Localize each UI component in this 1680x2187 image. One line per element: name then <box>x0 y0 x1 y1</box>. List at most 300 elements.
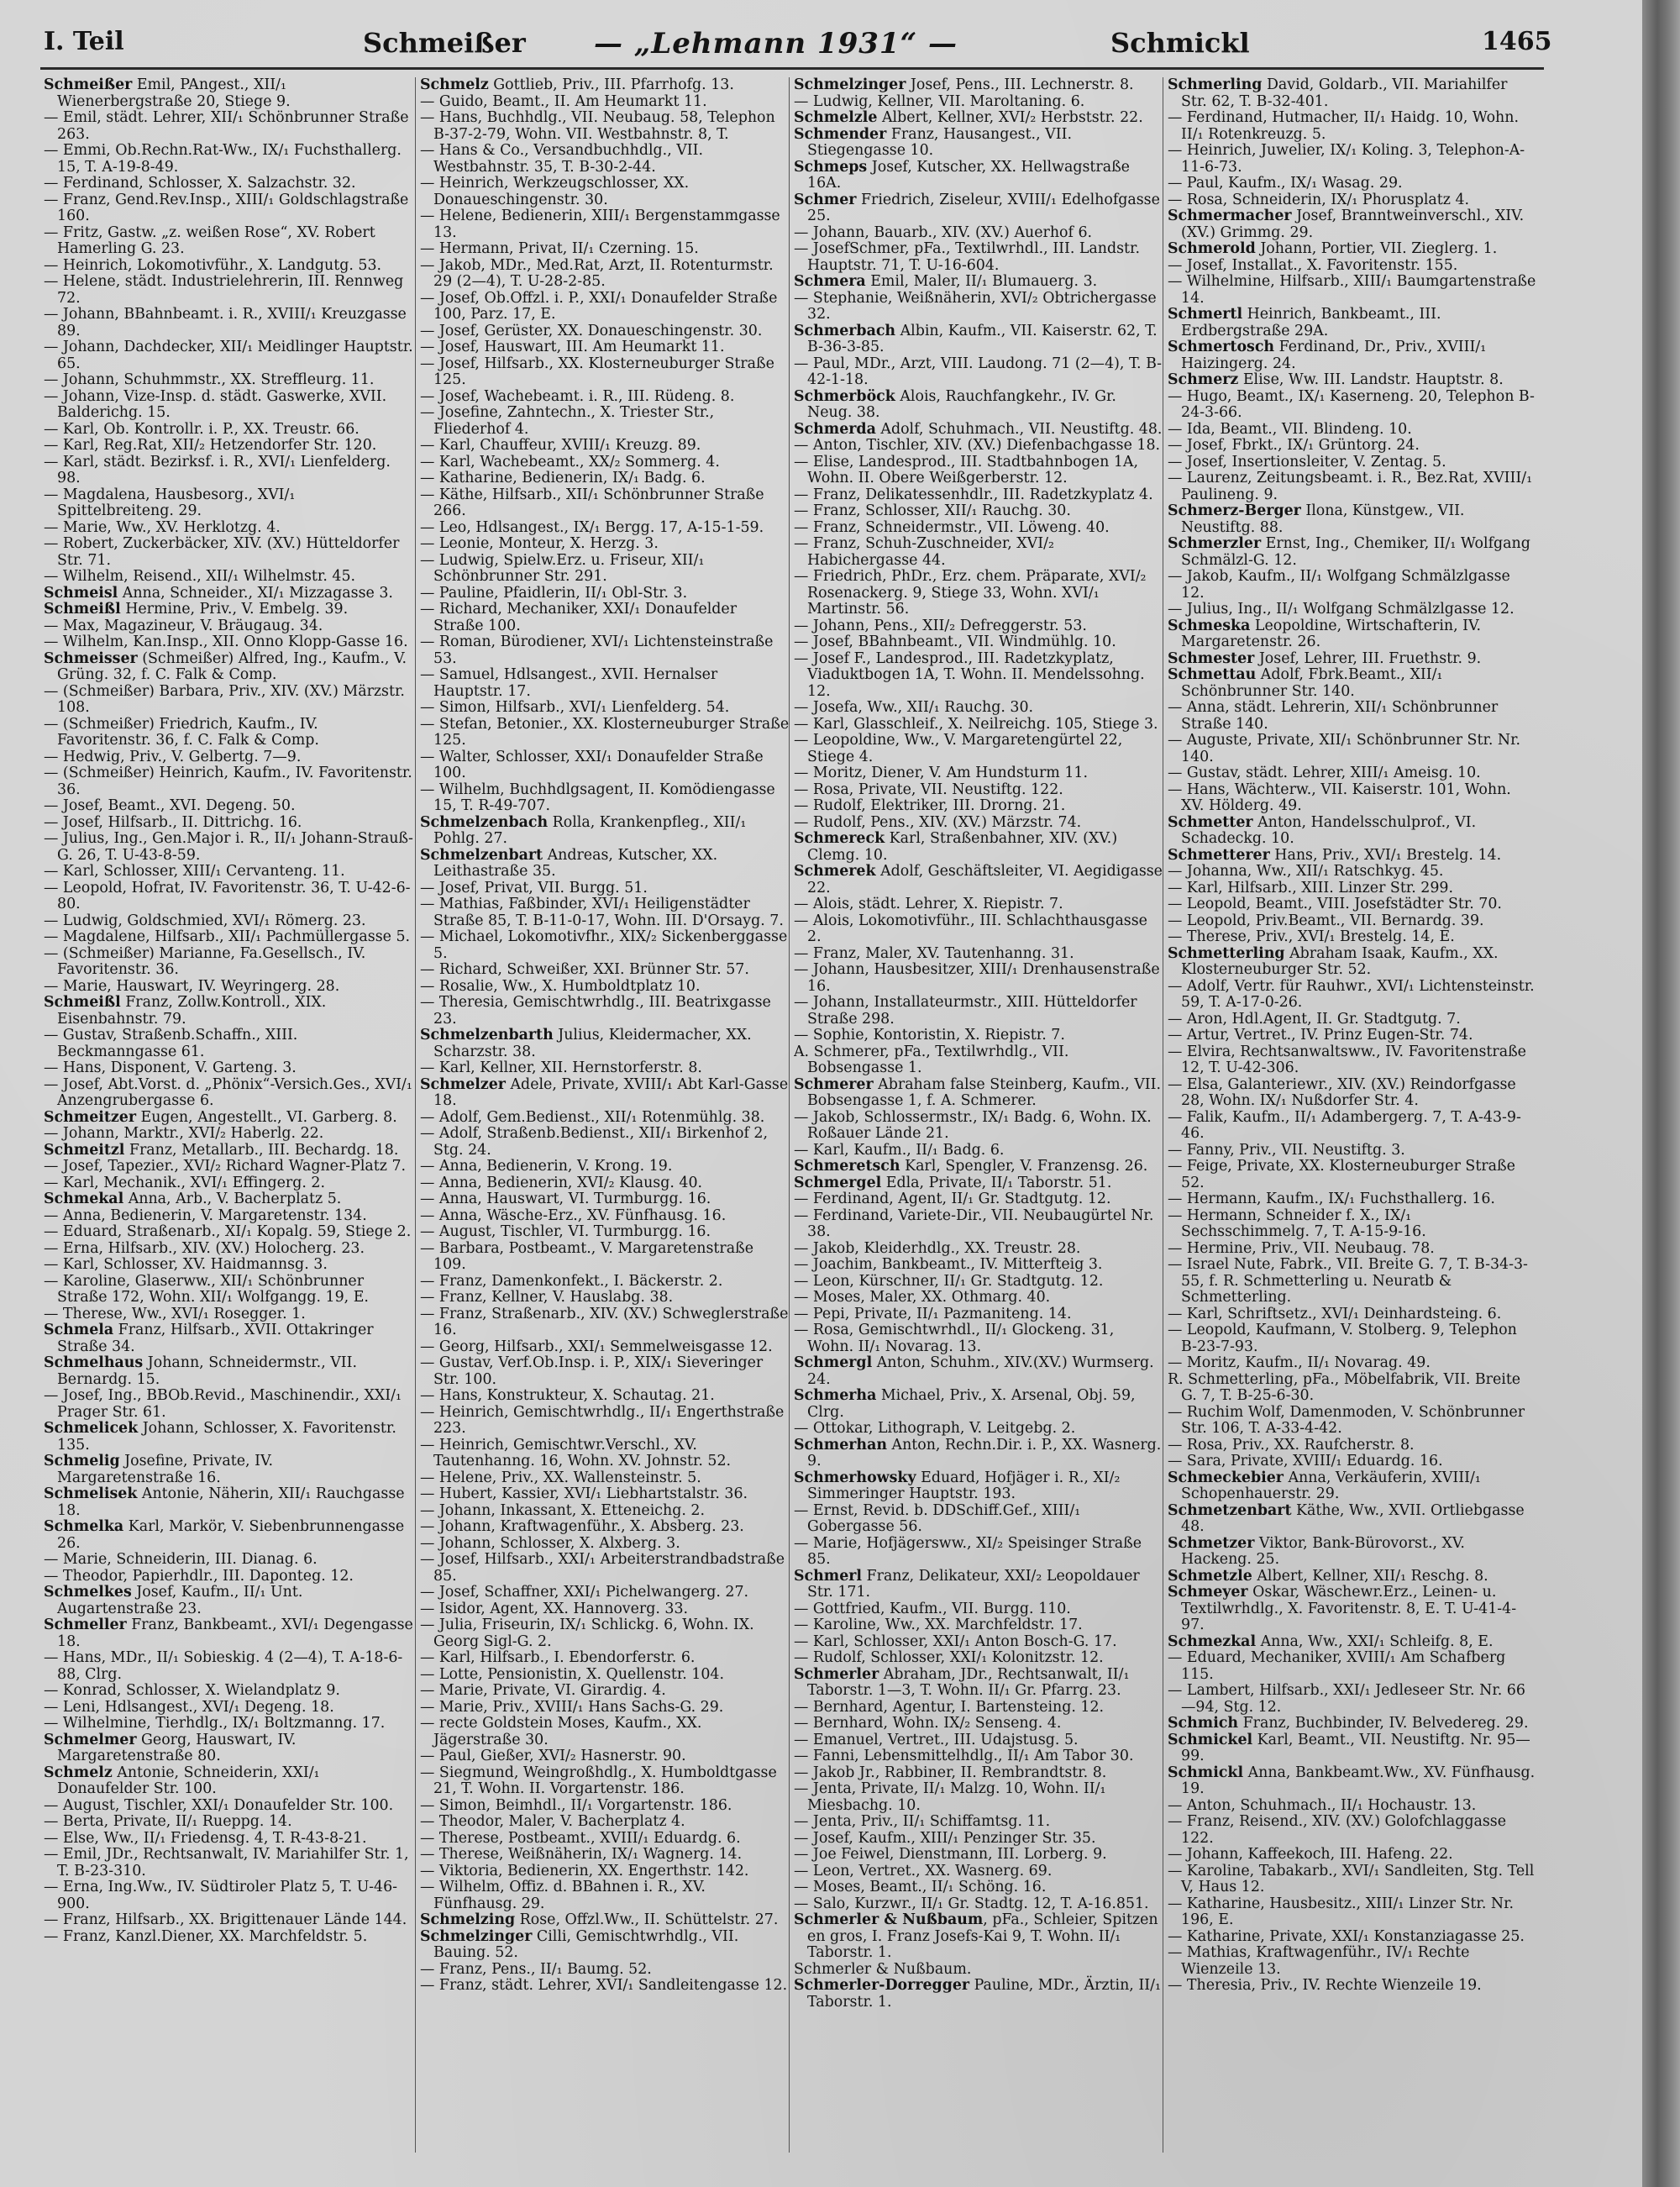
entry-details: Pauline, MDr., Ärztin, II/₁ Taborstr. 1. <box>807 1977 1161 2011</box>
directory-entry <box>420 1700 790 1716</box>
entry-details: — Paul, Kaufm., IX/₁ Wasag. 29. <box>1168 175 1403 192</box>
entry-details: — Karoline, Glaserww., XII/₁ Schönbrunner Straße 172, Wohn. XII/₁ Wolfgangg. 19, E. <box>44 1272 369 1306</box>
directory-entry <box>420 1060 790 1077</box>
directory-entry <box>420 1716 790 1748</box>
entry-surname: Schmelkes <box>44 1584 132 1601</box>
directory-entry <box>794 1601 1163 1618</box>
entry-details: Franz, Bankbeamt., XVI/₁ Degengasse 18. <box>57 1617 413 1650</box>
directory-entry <box>1168 881 1537 897</box>
entry-details: — Hermann, Schneider f. X., IX/₁ Sechsschimmelg. 7, T. A-15-9-16. <box>1168 1207 1426 1240</box>
entry-details: Anton, Handelsschulprof., VI. Schadeckg. 10. <box>1181 813 1477 847</box>
entry-details: — Franz, Damenkonfekt., I. Bäckerstr. 2. <box>420 1272 723 1290</box>
directory-entry <box>44 1912 413 1929</box>
directory-entry <box>794 1781 1163 1814</box>
directory-entry <box>420 1241 790 1274</box>
entry-surname: Schmeska <box>1168 617 1251 634</box>
directory-entry <box>794 77 1163 94</box>
directory-entry <box>1168 1847 1537 1864</box>
entry-details: — Elise, Landesprod., III. Stadtbahnbogen 1A, Wohn. II. Obere Weißgerberstr. 12. <box>794 453 1138 486</box>
entry-surname: Schmeretsch <box>794 1158 900 1175</box>
directory-entry <box>1168 1896 1537 1929</box>
directory-entry <box>44 684 413 717</box>
directory-entry <box>794 1274 1163 1291</box>
entry-details: — Johann, Pens., XII/₂ Defreggerstr. 53. <box>794 617 1087 634</box>
entry-details: Josef, Kutscher, XX. Hellwagstraße 16A. <box>807 158 1130 192</box>
directory-entry <box>1168 208 1537 241</box>
entry-details: Franz, Metallarb., III. Bechardg. 18. <box>124 1141 399 1159</box>
entry-surname: Schmeller <box>44 1617 127 1633</box>
directory-entry <box>794 717 1163 733</box>
directory-entry <box>420 1405 790 1438</box>
directory-entry <box>794 1355 1163 1388</box>
entry-details: — (Schmeißer) Friedrich, Kaufm., IV. Favoritenstr. 36, f. C. Falk & Comp. <box>44 715 319 749</box>
entry-details: Julius, Kleidermacher, XX. Scharzstr. 38. <box>433 1027 752 1060</box>
entry-details: — Erna, Hilfsarb., XIV. (XV.) Holocherg. 23. <box>44 1239 365 1257</box>
entry-details: Heinrich, Bankbeamt., III. Erdbergstraße 29A. <box>1181 306 1441 339</box>
directory-entry <box>1168 1585 1537 1634</box>
directory-entry <box>1168 1470 1537 1503</box>
directory-entry <box>794 733 1163 765</box>
directory-entry <box>1168 1650 1537 1683</box>
directory-entry <box>794 1716 1163 1732</box>
entry-details: — Moses, Beamt., II/₁ Schöng. 16. <box>794 1879 1047 1895</box>
directory-entry <box>420 110 790 143</box>
directory-entry <box>794 291 1163 323</box>
directory-entry <box>420 1765 790 1798</box>
entry-details: — Franz, Gend.Rev.Insp., XIII/₁ Goldschlagstraße 160. <box>44 191 409 224</box>
entry-details: — Hans, MDr., II/₁ Sobieskig. 4 (2—4), T. A-18-6-88, Clrg. <box>44 1649 403 1683</box>
entry-details: — Max, Magazineur, V. Bräugaug. 34. <box>44 617 323 634</box>
entry-surname: Schmelzing <box>420 1911 516 1928</box>
directory-entry <box>1168 1159 1537 1191</box>
entry-details: Leopoldine, Wirtschafterin, IV. Margaretenstr. 26. <box>1181 617 1482 650</box>
entry-details: — Heinrich, Werkzeugschlosser, XX. Donaueschingenstr. 30. <box>420 175 690 208</box>
entry-surname: Schmerz-Berger <box>1168 502 1301 519</box>
entry-details: — Josef, Fbrkt., IX/₁ Grüntorg. 24. <box>1168 437 1420 454</box>
directory-entry <box>794 192 1163 225</box>
entry-details: , pFa., Schleier, Spitzen en gros, I. Franz Josefs-Kai 9, T. Wohn. II/₁ Taborstr. 1. <box>807 1911 1158 1961</box>
entry-details: — Jakob Jr., Rabbiner, II. Rembrandtstr. 8. <box>794 1764 1107 1781</box>
directory-entry <box>420 1077 790 1110</box>
directory-entry <box>794 274 1163 291</box>
directory-entry <box>1168 782 1537 815</box>
entry-details: — Israel Nute, Fabrk., VII. Breite G. 7, T. B-34-3-55, f. R. Schmetterling u. Neuratb & Schmetterling. <box>1168 1256 1528 1306</box>
directory-entry <box>794 536 1163 569</box>
entry-details: — Hans, Buchhdlg., VII. Neubaug. 58, Telephon B-37-2-79, Wohn. VII. Westbahnstr. 8, T. <box>420 109 775 143</box>
entry-details: — Theodor, Papierhdlr., III. Daponteg. 12. <box>44 1567 354 1585</box>
directory-entry <box>420 1503 790 1520</box>
entry-details: Adele, Private, XVIII/₁ Abt Karl-Gasse 18. <box>433 1075 789 1109</box>
entry-details: — Therese, Ww., XVI/₁ Rosegger. 1. <box>44 1305 306 1322</box>
directory-entry <box>44 274 413 307</box>
entry-surname: Schmerler & Nußbaum <box>794 1911 984 1928</box>
entry-surname: Schmelzenbach <box>420 813 549 831</box>
directory-entry <box>794 241 1163 274</box>
entry-details: — Leopoldine, Ww., V. Margaretengürtel 22, Stiege 4. <box>794 732 1123 765</box>
entry-surname: Schmester <box>1168 649 1255 667</box>
entry-details: — Karl, Chauffeur, XVIII/₁ Kreuzg. 89. <box>420 437 701 454</box>
entry-details: — Paul, Gießer, XVI/₂ Hasnerstr. 90. <box>420 1748 686 1764</box>
directory-entry <box>420 1748 790 1765</box>
entry-surname: Schmelzer <box>420 1075 506 1093</box>
entry-details: Johann, Schneidermstr., VII. Bernardg. 15. <box>57 1354 358 1388</box>
entry-details: — Ferdinand, Agent, II/₁ Gr. Stadtgutg. 12. <box>794 1191 1111 1207</box>
directory-entry <box>1168 1798 1537 1815</box>
directory-entry <box>420 487 790 520</box>
entry-details: — Feige, Private, XX. Klosterneuburger Straße 52. <box>1168 1158 1515 1191</box>
directory-entry <box>794 1438 1163 1470</box>
entry-surname: Schmezkal <box>1168 1632 1257 1650</box>
entry-details: — Marie, Priv., XVIII/₁ Hans Sachs-G. 29. <box>420 1698 724 1716</box>
directory-entry <box>420 1650 790 1667</box>
entry-surname: Schmereck <box>794 830 885 847</box>
directory-entry <box>44 1388 413 1421</box>
entry-surname: Schmermacher <box>1168 208 1292 224</box>
directory-entry <box>1168 1110 1537 1143</box>
directory-entry <box>794 1175 1163 1192</box>
entry-details: — (Schmeißer) Marianne, Fa.Gesellsch., IV. Favoritenstr. 36. <box>44 944 366 978</box>
entry-details: — Franz, Kellner, V. Hauslabg. 38. <box>420 1289 674 1306</box>
column-1 <box>44 77 413 2153</box>
directory-entry <box>44 1257 413 1274</box>
page-header <box>44 22 1552 62</box>
directory-entry <box>1168 733 1537 765</box>
entry-details: — Samuel, Hdlsangest., XVII. Hernalser Hauptstr. 17. <box>420 666 718 700</box>
entry-details: — Josefa, Ww., XII/₁ Rauchg. 30. <box>794 699 1034 716</box>
publication-title: — „Lehmann 1931“ — <box>594 27 958 60</box>
directory-entry <box>44 618 413 635</box>
directory-entry <box>794 1470 1163 1503</box>
directory-entry <box>794 569 1163 618</box>
directory-entry <box>794 1044 1163 1077</box>
header-rule <box>40 67 1544 70</box>
entry-details: Edla, Private, II/₁ Taborstr. 51. <box>881 1174 1112 1191</box>
entry-details: — Ernst, Revid. b. DDSchiff.Gef., XIII/₁ Gobergasse 56. <box>794 1501 1081 1535</box>
entry-surname: Schmetterer <box>1168 846 1270 864</box>
entry-details: — Josef, Hilfsarb., XXI/₁ Arbeiterstrandbadstraße 85. <box>420 1551 785 1585</box>
entry-details: — Franz, Delikatessenhdlr., III. Radetzkyplatz 4. <box>794 486 1153 503</box>
entry-details: — Josef, Insertionsleiter, V. Zentag. 5. <box>1168 453 1446 471</box>
entry-details: — Josef, Installat., X. Favoritenstr. 155. <box>1168 256 1458 274</box>
directory-entry <box>44 422 413 439</box>
entry-details: — Heinrich, Gemischtwr.Verschl., XV. Tautenhanng. 16, Wohn. XV. Johnstr. 52. <box>420 1436 732 1469</box>
directory-entry <box>420 1126 790 1159</box>
directory-entry <box>420 717 790 749</box>
directory-entry <box>420 1159 790 1175</box>
directory-entry <box>794 1536 1163 1569</box>
entry-details: — Jakob, MDr., Med.Rat, Arzt, II. Rotenturmstr. 29 (2—4), T. U-28-2-85. <box>420 256 774 290</box>
entry-details: — Friedrich, PhDr., Erz. chem. Präparate, XVI/₂ Rosenackerg. 9, Stiege 33, Wohn. XVI/₁ Martinstr. 56. <box>794 568 1147 618</box>
directory-entry <box>44 1159 413 1175</box>
directory-entry <box>794 1077 1163 1110</box>
directory-entry <box>794 94 1163 111</box>
directory-entry <box>1168 1683 1537 1716</box>
entry-details: — Johann, Schuhmmstr., XX. Streffleurg. 11. <box>44 371 375 388</box>
directory-entry <box>1168 422 1537 439</box>
directory-entry <box>1168 1438 1537 1454</box>
directory-entry <box>1168 569 1537 602</box>
entry-surname: Schmickl <box>1168 1764 1244 1781</box>
entry-details: — Ludwig, Goldschmied, XVI/₁ Römerg. 23. <box>44 912 366 929</box>
directory-entry <box>794 1208 1163 1241</box>
directory-entry <box>1168 503 1537 536</box>
directory-entry <box>420 1814 790 1831</box>
directory-entry <box>1168 192 1537 209</box>
entry-details: Adolf, Schuhmach., VII. Neustiftg. 48. <box>875 420 1163 438</box>
directory-entry <box>1168 1077 1537 1110</box>
entry-details: — Wilhelm, Buchhdlgsagent, II. Komödiengasse 15, T. R-49-707. <box>420 781 775 814</box>
directory-entry <box>44 110 413 143</box>
column-divider <box>415 77 416 2153</box>
directory-entry <box>420 1683 790 1700</box>
directory-entry <box>44 1617 413 1650</box>
directory-entry <box>1168 389 1537 422</box>
directory-entry <box>1168 1569 1537 1585</box>
entry-details: — Katharine, Private, XXI/₁ Konstanziagasse 25. <box>1168 1927 1525 1945</box>
directory-entry <box>1168 1028 1537 1044</box>
directory-entry <box>1168 848 1537 865</box>
directory-entry <box>44 815 413 832</box>
entry-details: — Bernhard, Wohn. IX/₂ Senseng. 4. <box>794 1715 1062 1732</box>
entry-details: Karl, Straßenbahner, XIV. (XV.) Clemg. 10. <box>807 830 1118 864</box>
directory-entry <box>1168 896 1537 913</box>
directory-entry <box>420 176 790 208</box>
entry-details: — Josef, Hilfsarb., II. Dittrichg. 16. <box>44 813 302 831</box>
entry-details: — Katharine, Bedienerin, IX/₁ Badg. 6. <box>420 470 706 486</box>
entry-details: — Roman, Bürodiener, XVI/₁ Lichtensteinstraße 53. <box>420 633 774 667</box>
entry-details: — Rosa, Private, VII. Neustiftg. 122. <box>794 781 1063 798</box>
directory-entry <box>794 455 1163 487</box>
entry-details: Antonie, Näherin, XII/₁ Rauchgasse 18. <box>57 1485 405 1519</box>
directory-entry <box>1168 1814 1537 1847</box>
entry-details: (Schmeißer) Alfred, Ing., Kaufm., V. Grüng. 32, f. C. Falk & Comp. <box>57 649 407 683</box>
entry-surname: Schmelka <box>44 1518 124 1535</box>
directory-entry <box>1168 471 1537 503</box>
directory-entry <box>420 94 790 111</box>
directory-entry <box>420 1306 790 1339</box>
entry-details: — Viktoria, Bedienerin, XX. Engerthstr. 142. <box>420 1862 749 1879</box>
entry-details: — Jakob, Kleiderhdlg., XX. Treustr. 28. <box>794 1239 1081 1257</box>
column-3 <box>794 77 1163 2153</box>
entry-details: — Salo, Kurzwr., II/₁ Gr. Stadtg. 12, T. A-16.851. <box>794 1895 1149 1912</box>
entry-surname: Schmelzenbarth <box>420 1027 554 1044</box>
entry-details: — Karl, Wachebeamt., XX/₂ Sommerg. 4. <box>420 453 720 471</box>
directory-entry <box>44 1322 413 1355</box>
directory-entry <box>1168 1143 1537 1159</box>
directory-entry <box>1168 1864 1537 1896</box>
entry-details: — Jenta, Priv., II/₁ Schiffamtsg. 11. <box>794 1813 1051 1830</box>
entry-surname: Schmerhan <box>794 1436 887 1454</box>
entry-details: Franz, Hilfsarb., XVII. Ottakringer Straße 34. <box>57 1322 374 1355</box>
directory-entry <box>1168 241 1537 258</box>
entry-details: — Josef, Wachebeamt. i. R., III. Rüdeng. 8. <box>420 387 735 405</box>
directory-entry <box>420 536 790 553</box>
directory-entry <box>794 520 1163 537</box>
directory-entry <box>794 422 1163 439</box>
page-number: 1465 <box>1482 27 1552 56</box>
entry-details: — Wilhelm, Offiz. d. BBahnen i. R., XV. Fünfhausg. 29. <box>420 1879 706 1912</box>
directory-entry <box>420 749 790 782</box>
entry-surname: Schmelz <box>44 1764 113 1781</box>
entry-details: — Therese, Postbeamt., XVIII/₁ Eduardg. 6. <box>420 1829 741 1847</box>
entry-surname: Schmeitzer <box>44 1108 136 1126</box>
directory-entry <box>420 520 790 537</box>
entry-surname: Schmetzenbart <box>1168 1501 1292 1519</box>
directory-entry <box>44 1700 413 1716</box>
directory-entry <box>44 1814 413 1831</box>
entry-details: — Gustav, Verf.Ob.Insp. i. P., XIX/₁ Sieveringer Str. 100. <box>420 1354 764 1388</box>
entry-details: — Theresia, Gemischtwrhdlg., III. Beatrixgasse 23. <box>420 994 771 1028</box>
directory-entry <box>44 1519 413 1552</box>
directory-entry <box>794 946 1163 963</box>
directory-entry <box>794 1191 1163 1208</box>
entry-details: — Karl, Schriftsetz., XVI/₁ Deinhardsteing. 6. <box>1168 1305 1502 1322</box>
entry-details: — Karl, Kellner, XII. Hernstorferstr. 8. <box>420 1059 702 1076</box>
directory-entry <box>420 143 790 176</box>
directory-entry <box>420 1831 790 1848</box>
directory-entry <box>44 798 413 815</box>
entry-details: — Richard, Schweißer, XXI. Brünner Str. 57. <box>420 961 749 978</box>
entry-details: — Ida, Beamt., VII. Blindeng. 10. <box>1168 420 1412 438</box>
directory-entry <box>794 1748 1163 1765</box>
directory-entry <box>44 1847 413 1879</box>
directory-entry <box>44 1224 413 1241</box>
entry-surname: Schmerer <box>794 1075 874 1093</box>
entry-details: — Julia, Friseurin, IX/₁ Schlickg. 6, Wohn. IX. Georg Sigl-G. 2. <box>420 1617 754 1650</box>
directory-entry <box>420 848 790 881</box>
entry-details: — Walter, Schlosser, XXI/₁ Donaufelder Straße 100. <box>420 748 764 781</box>
directory-entry <box>420 896 790 929</box>
entry-details: — Auguste, Private, XII/₁ Schönbrunner Str. Nr. 140. <box>1168 732 1521 765</box>
directory-entry <box>420 1847 790 1864</box>
entry-details: Albert, Kellner, XII/₁ Reschg. 8. <box>1252 1567 1488 1585</box>
entry-surname: Schmelzle <box>794 109 878 126</box>
entry-details: — Helene, Bedienerin, XIII/₁ Bergenstammgasse 13. <box>420 208 780 241</box>
entry-details: Rose, Offzl.Ww., II. Schüttelstr. 27. <box>515 1911 779 1928</box>
directory-entry <box>1168 372 1537 389</box>
entry-details: Josef, Kaufm., II/₁ Unt. Augartenstraße 23. <box>57 1584 303 1617</box>
directory-entry <box>794 765 1163 782</box>
entry-details: Eugen, Angestellt., VI. Garberg. 8. <box>136 1108 397 1126</box>
entry-surname: Schmera <box>794 273 866 290</box>
entry-details: — Josef, Ing., BBOb.Revid., Maschinendir., XXI/₁ Prager Str. 61. <box>44 1387 402 1421</box>
entry-details: — Anna, Bedienerin, XVI/₂ Klausg. 40. <box>420 1174 703 1191</box>
directory-entry <box>44 1355 413 1388</box>
directory-entry <box>1168 618 1537 651</box>
directory-entry <box>794 1634 1163 1651</box>
part-label: I. Teil <box>44 27 124 56</box>
directory-entry <box>420 995 790 1028</box>
directory-entry <box>794 1650 1163 1667</box>
entry-details: — Johann, Hausbesitzer, XIII/₁ Drenhausenstraße 16. <box>794 961 1160 995</box>
directory-entry <box>794 1241 1163 1258</box>
entry-details: — Erna, Ing.Ww., IV. Südtiroler Platz 5, T. U-46-900. <box>44 1879 398 1912</box>
directory-entry <box>44 192 413 225</box>
entry-surname: Schmertl <box>1168 306 1243 323</box>
directory-entry <box>1168 1306 1537 1323</box>
entry-details: — Leonie, Monteur, X. Herzg. 3. <box>420 535 659 552</box>
entry-details: Abraham, JDr., Rechtsanwalt, II/₁ Taborstr. 1—3, T. Wohn. II/₁ Gr. Pfarrg. 23. <box>807 1665 1130 1699</box>
entry-details: — Anton, Tischler, XIV. (XV.) Diefenbachgasse 18. <box>794 437 1161 454</box>
entry-details: Michael, Priv., X. Arsenal, Obj. 59, Clrg. <box>807 1387 1136 1421</box>
entry-details: — Anna, Bedienerin, V. Krong. 19. <box>420 1158 673 1175</box>
entry-details: — Katharine, Hausbesitz., XIII/₁ Linzer Str. Nr. 196, E. <box>1168 1895 1515 1928</box>
directory-entry <box>1168 1012 1537 1028</box>
directory-entry <box>44 1879 413 1912</box>
entry-details: — Eduard, Straßenarb., XI/₁ Kopalg. 59, Stiege 2. <box>44 1223 412 1240</box>
directory-entry <box>1168 602 1537 618</box>
entry-details: — Moritz, Kaufm., II/₁ Novarag. 49. <box>1168 1354 1431 1371</box>
directory-entry <box>1168 274 1537 307</box>
directory-entry <box>44 569 413 586</box>
entry-details: Josefine, Private, IV. Margaretenstraße 16. <box>57 1453 273 1486</box>
directory-entry <box>794 1617 1163 1634</box>
entry-surname: Schmelzenbart <box>420 846 543 864</box>
entry-details: — Joe Feiwel, Dienstmann, III. Lorberg. 9. <box>794 1846 1107 1863</box>
entry-surname: Schmettau <box>1168 666 1257 683</box>
directory-entry <box>44 1765 413 1798</box>
entry-details: — Karl, Glasschleif., X. Neilreichg. 105, Stiege 3. <box>794 715 1158 733</box>
directory-entry <box>1168 1503 1537 1536</box>
entry-surname: Schmekal <box>44 1191 124 1207</box>
directory-entry <box>44 913 413 930</box>
entry-details: — Johann, Marktr., XVI/₂ Haberlg. 22. <box>44 1125 324 1142</box>
directory-entry <box>794 1421 1163 1438</box>
entry-details: — Karl, Kaufm., II/₁ Badg. 6. <box>794 1141 1005 1159</box>
directory-entry <box>794 323 1163 356</box>
entry-surname: Schmetzer <box>1168 1534 1255 1552</box>
entry-details: — Helene, Priv., XX. Wallensteinstr. 5. <box>420 1469 701 1486</box>
entry-details: — Ludwig, Spielw.Erz. u. Friseur, XII/₁ Schönbrunner Str. 291. <box>420 551 705 585</box>
entry-details: Anna, Arb., V. Bacherplatz 5. <box>123 1191 342 1207</box>
entry-details: — Hans, Konstrukteur, X. Schautag. 21. <box>420 1387 715 1404</box>
directory-entry <box>44 438 413 455</box>
entry-details: — Rudolf, Elektriker, III. Drorng. 21. <box>794 797 1066 814</box>
entry-surname: Schmeisl <box>44 584 118 602</box>
entry-details: — Bernhard, Agentur, I. Bartensteing. 12. <box>794 1698 1105 1716</box>
entry-details: — Johann, Dachdecker, XII/₁ Meidlinger Hauptstr. 65. <box>44 339 413 372</box>
directory-entry <box>794 1322 1163 1355</box>
entry-details: — Richard, Mechaniker, XXI/₁ Donaufelder Straße 100. <box>420 601 738 634</box>
entry-details: Anna, Verkäuferin, XVIII/₁ Schopenhauerstr. 29. <box>1181 1469 1481 1502</box>
entry-details: Friedrich, Ziseleur, XVIII/₁ Edelhofgasse 25. <box>807 191 1160 224</box>
directory-entry <box>1168 1732 1537 1765</box>
entry-surname: Schmelig <box>44 1453 120 1469</box>
directory-entry <box>420 634 790 667</box>
entry-details: — Karl, Ob. Kontrollr. i. P., XX. Treustr. 66. <box>44 420 360 438</box>
entry-details: — Theodor, Maler, V. Bacherplatz 4. <box>420 1813 685 1830</box>
directory-entry <box>44 717 413 749</box>
entry-details: — Elvira, Rechtsanwaltsww., IV. Favoritenstraße 12, T. U-42-306. <box>1168 1043 1526 1076</box>
entry-details: — Josef, Hilfsarb., XX. Klosterneuburger Straße 125. <box>420 355 774 388</box>
entry-details: — Franz, Kanzl.Diener, XX. Marchfeldstr. 5. <box>44 1927 368 1945</box>
directory-entry <box>794 1879 1163 1896</box>
entry-details: — Gustav, städt. Lehrer, XIII/₁ Ameisg. 10. <box>1168 765 1481 781</box>
entry-surname: Schmer <box>794 191 857 208</box>
entry-details: — Adolf, Gem.Bedienst., XII/₁ Rotenmühlg. 38. <box>420 1108 765 1126</box>
entry-details: — Rudolf, Pens., XIV. (XV.) Märzstr. 74. <box>794 813 1082 831</box>
entry-surname: Schmertosch <box>1168 339 1275 355</box>
directory-entry <box>44 1585 413 1617</box>
entry-surname: Schmeckebier <box>1168 1469 1284 1486</box>
entry-details: Anton, Rechn.Dir. i. P., XX. Wasnerg. 9. <box>807 1436 1162 1469</box>
directory-entry <box>44 1143 413 1159</box>
directory-entry <box>420 1978 790 1995</box>
directory-entry <box>1168 1716 1537 1732</box>
entry-surname: Schmergel <box>794 1174 882 1191</box>
entry-details: — Guido, Beamt., II. Am Heumarkt 11. <box>420 92 707 110</box>
entry-details: — Emil, städt. Lehrer, XII/₁ Schönbrunner Straße 263. <box>44 109 409 143</box>
